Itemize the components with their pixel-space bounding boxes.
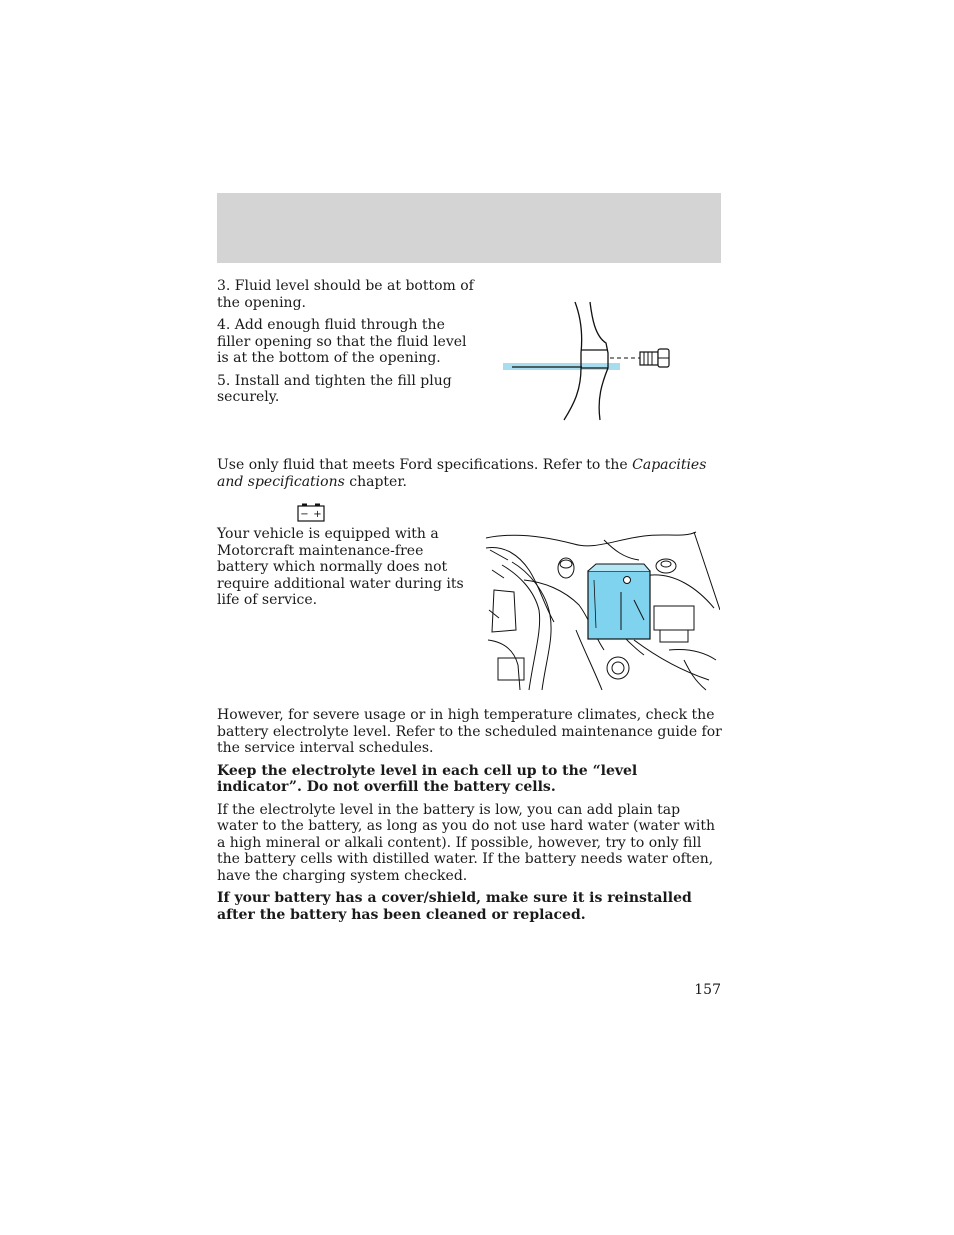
fill-steps-list xyxy=(217,278,479,412)
cover-shield-warning: If your battery has a cover/shield, make sure it is reinstalled after the battery has been cleaned or replaced. xyxy=(217,890,692,923)
fill-plug-icon xyxy=(640,349,669,367)
battery-intro-text: Your vehicle is equipped with a Motorcraft maintenance-free battery which normally does not require additional water during its life of service. xyxy=(217,526,464,608)
low-level-paragraph: If the electrolyte level in the battery is low, you can add plain tap water to the battery, as long as you do not use hard water (water with a high mineral or alkali content). If possible, however, try to only fill the battery cells with distilled water. If the battery needs water often, have the charging system checked. xyxy=(217,801,715,884)
engine-battery-illustration xyxy=(484,530,720,692)
fluid-spec-note: Use only fluid that meets Ford specifications. Refer to the Capacities and specifications chapter. xyxy=(217,457,707,490)
severe-usage-paragraph: However, for severe usage or in high temperature climates, check the battery electrolyte level. Refer to the scheduled maintenance guide for the service interval schedules. xyxy=(217,707,722,756)
keep-level-warning: Keep the electrolyte level in each cell up to the “level indicator”. Do not overfill the battery cells. xyxy=(217,762,638,795)
battery-minus-sign: − xyxy=(300,509,309,520)
section-header-band xyxy=(217,193,721,263)
step-4: 4. Add enough fluid through the filler opening so that the fluid level is at the bottom of the opening. xyxy=(217,317,467,366)
capacities-chapter-reference: Capacities and specifications xyxy=(217,457,707,490)
body-paragraphs xyxy=(217,707,723,929)
fill-plug-diagram xyxy=(500,298,675,423)
step-5: 5. Install and tighten the fill plug securely. xyxy=(217,372,452,405)
page-number: 157 xyxy=(694,982,721,998)
battery-icon xyxy=(297,502,325,522)
battery-highlight xyxy=(588,564,650,639)
battery-plus-sign: + xyxy=(313,509,322,520)
step-3: 3. Fluid level should be at bottom of the opening. xyxy=(217,278,474,311)
